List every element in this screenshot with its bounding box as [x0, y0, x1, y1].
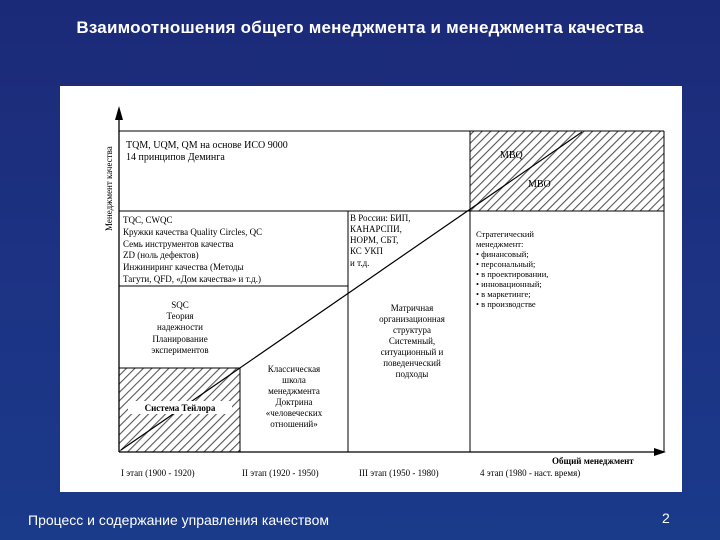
cell-mid-right-line-1: Стратегический [476, 229, 534, 239]
cell-bottom-center-line-6: отношений» [270, 419, 318, 429]
cell-lower-center-line-6: поведенческий [383, 358, 441, 368]
cell-lower-center-line-3: структура [393, 325, 431, 335]
cell-mid-center-line-4: КС УКП [350, 246, 383, 256]
cell-mid-left-line-5: Инжиниринг качества (Методы [123, 262, 244, 272]
cell-mid-left-line-3: Семь инструментов качества [123, 239, 234, 249]
cell-mid-right-line-4: • персональный; [476, 259, 536, 269]
cell-bottom-center-line-5: «человеческих [265, 408, 323, 418]
cell-mid-center-line-2: КАНАРСПИ, [350, 224, 402, 234]
cell-mid-right-line-6: • инновационный; [476, 279, 542, 289]
x-axis-label: Общий менеджмент [552, 456, 634, 466]
cell-lower-left-line-1: SQC [171, 300, 189, 310]
diagram-panel [60, 86, 682, 492]
cell-mid-center-line-1: В России: БИП, [350, 213, 411, 223]
period-label-3: III этап (1950 - 1980) [359, 468, 439, 478]
diagram-svg [60, 86, 682, 492]
cell-lower-center-line-5: ситуационный и [380, 347, 444, 357]
cell-lower-left-line-3: надежности [157, 322, 203, 332]
cell-mid-right-line-5: • в проектировании, [476, 269, 549, 279]
cell-lower-center-line-2: организационная [379, 314, 445, 324]
page-number: 2 [662, 510, 670, 526]
y-axis-arrow [115, 106, 123, 120]
cell-lower-left-line-2: Теория [166, 311, 194, 321]
cell-mid-left-line-4: ZD (ноль дефектов) [123, 250, 199, 260]
period-label-4: 4 этап (1980 - наст. время) [480, 468, 581, 478]
cell-mid-right-line-7: • в маркетинге; [476, 289, 531, 299]
cell-mid-left-line-1: TQC, CWQC [123, 215, 173, 225]
cell-bottom-center-line-1: Классическая [267, 364, 321, 374]
cell-lower-left-line-5: экспериментов [151, 345, 209, 355]
cell-lower-left-line-4: Планирование [152, 334, 208, 344]
cell-bottom-left-label: Система Тейлора [144, 403, 216, 413]
cell-lower-center-line-1: Матричная [390, 303, 434, 313]
cell-bottom-center-line-3: менеджмента [268, 386, 320, 396]
footer-text: Процесс и содержание управления качеством [28, 512, 329, 528]
period-label-2: II этап (1920 - 1950) [242, 468, 319, 478]
cell-mid-center-line-3: НОРМ, СБТ, [350, 235, 399, 245]
cell-top-left-line-2: 14 принципов Деминга [126, 152, 225, 163]
cell-bottom-center-line-2: школа [282, 375, 306, 385]
cell-mid-left-line-6: Тагути, QFD, «Дом качества» и т.д.) [123, 274, 261, 284]
cell-lower-center-line-7: подходы [395, 369, 429, 379]
y-axis-label: Менеджмент качества [104, 146, 114, 231]
label-mbo: MBO [528, 179, 551, 190]
label-mbq: MBQ [500, 150, 523, 161]
cell-mid-right-line-2: менеджмент: [476, 239, 524, 249]
cell-bottom-center-line-4: Доктрина [275, 397, 313, 407]
cell-mid-right-line-8: • в производстве [476, 299, 536, 309]
cell-mid-left-line-2: Кружки качества Quality Circles, QC [123, 227, 263, 237]
cell-top-left-line-1: TQM, UQM, QM на основе ИСО 9000 [126, 140, 288, 151]
cell-mid-center-line-5: и т.д. [350, 258, 370, 268]
period-label-1: I этап (1900 - 1920) [121, 468, 195, 478]
slide-title: Взаимоотношения общего менеджмента и менеджмента качества [76, 18, 644, 37]
cell-mid-right-line-3: • финансовый; [476, 249, 529, 259]
cell-lower-center-line-4: Системный, [388, 336, 436, 346]
